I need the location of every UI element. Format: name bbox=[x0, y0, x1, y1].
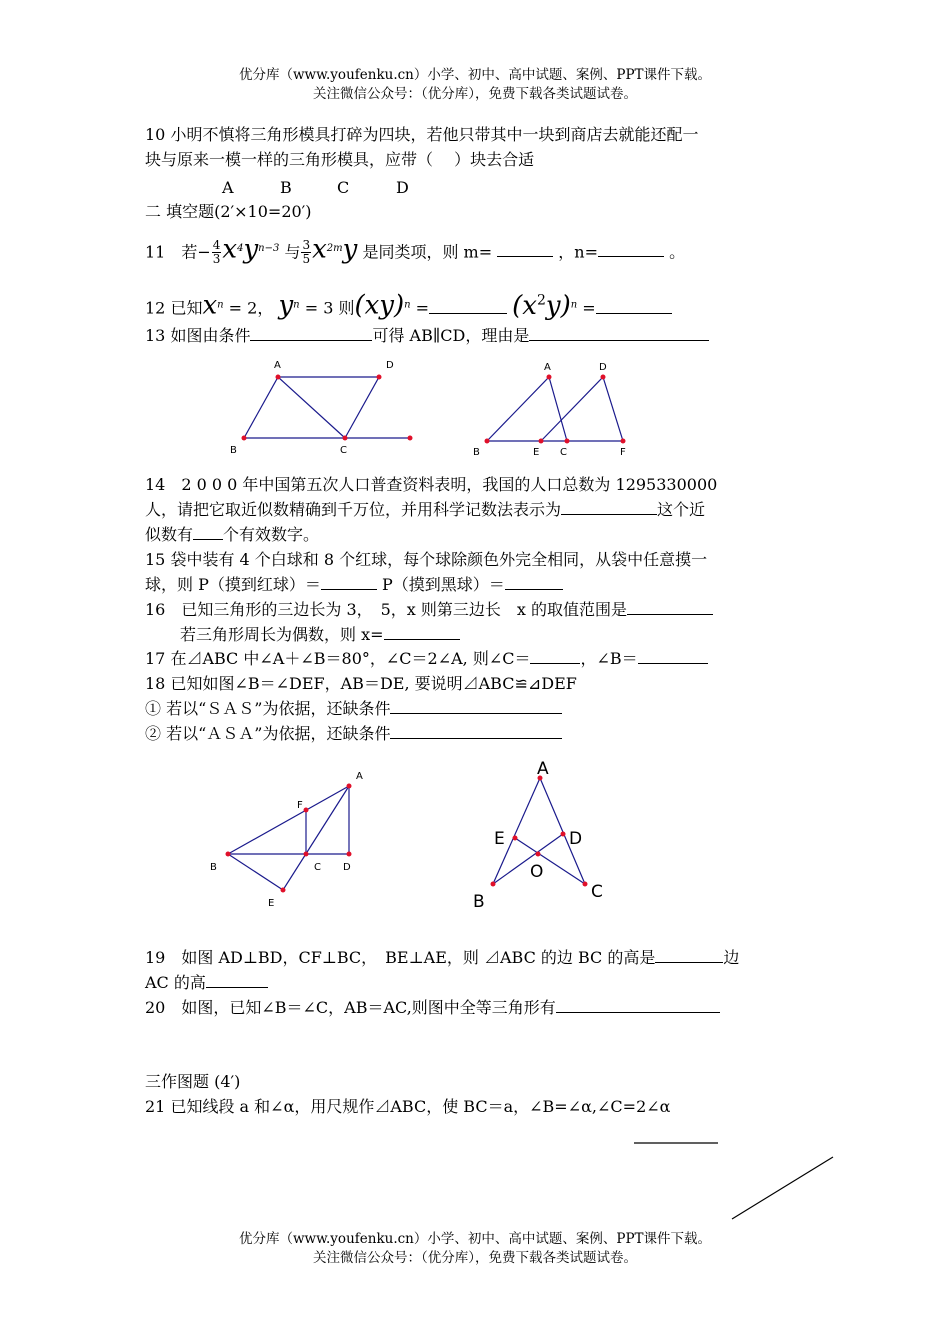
q13-fig2-label-d: D bbox=[599, 362, 607, 373]
q18-line-3-text: ② 若以“ＡＳＡ”为依据，还缺条件 bbox=[145, 724, 391, 743]
q19-fig-label-d: D bbox=[343, 862, 351, 873]
q13-fig2-label-e: E bbox=[533, 447, 540, 458]
q13-figure-1 bbox=[220, 355, 420, 460]
q13-fig1-label-a: A bbox=[274, 360, 281, 371]
q17-blank-b[interactable] bbox=[638, 648, 708, 664]
q20-blank[interactable] bbox=[556, 997, 720, 1013]
q12-eq3: = 3 则 bbox=[304, 298, 355, 318]
q10-option-d: D bbox=[396, 178, 409, 197]
q12-exp-n-3: n bbox=[404, 299, 411, 311]
q19-fig-label-e: E bbox=[268, 898, 275, 909]
q13-fig2-label-b: B bbox=[473, 447, 480, 458]
q21-figure bbox=[620, 1128, 850, 1228]
q20-fig-label-o: O bbox=[530, 862, 544, 882]
q19-line-1a: 19 如图 AD⊥BD，CF⊥BC， BE⊥AE，则 ⊿ABC 的边 BC 的高是 bbox=[145, 948, 656, 967]
q14-line-3 bbox=[145, 524, 319, 546]
q12-eq-2: = bbox=[582, 298, 596, 318]
q14-blank-digits[interactable] bbox=[193, 524, 223, 540]
q12-expr-x2y: $(x^2y)$ bbox=[512, 290, 571, 321]
q11-x-2: x bbox=[312, 234, 327, 265]
q20-fig-label-e: E bbox=[494, 829, 505, 849]
q13-fig1-label-c: C bbox=[340, 445, 347, 456]
q18-blank-asa[interactable] bbox=[390, 723, 562, 739]
q10-option-a: A bbox=[222, 178, 234, 197]
q11-exp-x2: 2m bbox=[326, 243, 343, 254]
q13-blank-reason[interactable] bbox=[529, 325, 709, 341]
q20-fig-label-d: D bbox=[569, 829, 583, 849]
q12-expr-xy: (xy) bbox=[354, 290, 405, 321]
q18-line-2-text: ① 若以“ＳＡＳ”为依据，还缺条件 bbox=[145, 699, 391, 718]
q13-blank-condition[interactable] bbox=[250, 325, 372, 341]
q18-line-2 bbox=[145, 698, 562, 720]
q20-text: 20 如图，已知∠B＝∠C，AB＝AC,则图中全等三角形有 bbox=[145, 998, 556, 1017]
q12-exp-n-2: n bbox=[293, 299, 300, 311]
q10-line-2: 块与原来一模一样的三角形模具，应带（ ）块去合适 bbox=[145, 150, 535, 169]
q19-blank-ac-height[interactable] bbox=[206, 972, 268, 988]
q12-x: x bbox=[202, 290, 218, 321]
q14-line-2b: 这个近 bbox=[657, 500, 706, 519]
q16-line-1 bbox=[145, 599, 713, 621]
q11-y-1: y bbox=[243, 234, 259, 265]
q12-blank-2[interactable] bbox=[596, 298, 672, 314]
q11-prefix: 11 若− bbox=[145, 242, 211, 262]
header-line-2: 关注微信公众号：（优分库），免费下载各类试题试卷。 bbox=[313, 86, 637, 102]
q11-fraction-1: $\frac{4}{3}$ bbox=[212, 238, 221, 267]
q17-text-1: 17 在⊿ABC 中∠A＋∠B＝80°，∠C＝2∠A, 则∠C＝ bbox=[145, 649, 531, 668]
q13-fig2-label-c: C bbox=[560, 447, 567, 458]
q12-blank-1[interactable] bbox=[429, 298, 507, 314]
q13 bbox=[145, 325, 709, 347]
q16-blank-x[interactable] bbox=[384, 624, 460, 640]
q16-line-2 bbox=[180, 624, 460, 646]
q11-blank-n[interactable] bbox=[598, 241, 664, 257]
q17-text-2: ，∠B＝ bbox=[580, 649, 638, 668]
q12 bbox=[145, 282, 672, 327]
q11 bbox=[145, 231, 685, 270]
q18-line-1: 18 已知如图∠B＝∠DEF，AB＝DE, 要说明⊿ABC≌⊿DEF bbox=[145, 674, 577, 693]
q11-with: 与 bbox=[284, 242, 301, 262]
q11-n-label: ，n= bbox=[558, 242, 599, 262]
q11-suffix: 是同类项，则 m= bbox=[362, 242, 493, 262]
q13-text-1: 13 如图由条件 bbox=[145, 326, 251, 345]
q13-fig2-label-f: F bbox=[620, 447, 626, 458]
q14-line-2a: 人，请把它取近似数精确到千万位，并用科学记数法表示为 bbox=[145, 500, 562, 519]
q13-fig1-label-b: B bbox=[230, 445, 237, 456]
q19-fig-label-c: C bbox=[314, 862, 321, 873]
q14-line-3a: 似数有 bbox=[145, 525, 194, 544]
q16-blank-range[interactable] bbox=[627, 599, 713, 615]
section-3-title: 三作图题 (4′) bbox=[145, 1072, 241, 1091]
q11-blank-m[interactable] bbox=[497, 241, 553, 257]
q20-fig-label-a: A bbox=[537, 759, 549, 779]
q21-text: 21 已知线段 a 和∠α，用尺规作⊿ABC，使 BC＝a，∠B=∠α,∠C=2∠α bbox=[145, 1097, 671, 1116]
q17-blank-c[interactable] bbox=[530, 648, 580, 664]
q11-end: 。 bbox=[669, 242, 686, 262]
q12-prefix: 12 已知 bbox=[145, 298, 203, 318]
q13-fig2-label-a: A bbox=[544, 362, 551, 373]
q10-option-c: C bbox=[337, 178, 350, 197]
q14-line-3b: 个有效数字。 bbox=[223, 525, 320, 544]
q14-blank-scientific[interactable] bbox=[561, 499, 657, 515]
q11-exp-x1: 4 bbox=[237, 243, 244, 254]
q15-blank-black[interactable] bbox=[505, 574, 563, 590]
q19-line-1b: 边 bbox=[723, 948, 740, 967]
q15-line-2b: P（摸到黑球）＝ bbox=[381, 575, 505, 594]
footer-line-2: 关注微信公众号：（优分库），免费下载各类试题试卷。 bbox=[313, 1250, 637, 1266]
q15-line-2a: 球，则 P（摸到红球）＝ bbox=[145, 575, 321, 594]
q19-blank-bc-height[interactable] bbox=[655, 947, 723, 963]
q13-text-2: 可得 AB∥CD，理由是 bbox=[372, 326, 530, 345]
q12-exp-n-1: n bbox=[217, 299, 224, 311]
angle-alpha-ray bbox=[732, 1157, 833, 1219]
q13-fig1-label-d: D bbox=[386, 360, 394, 371]
q11-fraction-2: $\frac{3}{5}$ bbox=[302, 238, 311, 267]
q15-line-2 bbox=[145, 574, 563, 596]
header-line-1: 优分库（www.youfenku.cn）小学、初中、高中试题、案例、PPT课件下载。 bbox=[238, 67, 712, 83]
q18-line-3 bbox=[145, 723, 562, 745]
q19-fig-label-a: A bbox=[356, 771, 363, 782]
q16-line-2-text: 若三角形周长为偶数，则 x= bbox=[180, 625, 384, 644]
q14-line-1: 14 2 0 0 0 年中国第五次人口普查资料表明，我国的人口总数为 1295330000 bbox=[145, 475, 718, 494]
q15-line-1: 15 袋中装有 4 个白球和 8 个红球，每个球除颜色外完全相同，从袋中任意摸一 bbox=[145, 550, 708, 569]
q14-line-2 bbox=[145, 499, 705, 521]
q19-figure bbox=[200, 762, 380, 912]
q20-fig-label-c: C bbox=[591, 882, 603, 902]
q20-figure bbox=[465, 755, 625, 915]
q19-line-2-text: AC 的高 bbox=[145, 973, 206, 992]
q11-exp-y1: n−3 bbox=[258, 243, 280, 254]
footer-line-1: 优分库（www.youfenku.cn）小学、初中、高中试题、案例、PPT课件下载。 bbox=[238, 1231, 712, 1247]
q19-fig-label-f: F bbox=[297, 800, 303, 811]
q12-eq-1: = bbox=[415, 298, 430, 318]
q20 bbox=[145, 997, 720, 1019]
q18-blank-sas[interactable] bbox=[390, 698, 562, 714]
q12-eq2: = 2， bbox=[228, 298, 274, 318]
q11-y-2: y bbox=[342, 234, 358, 265]
q12-y: y bbox=[278, 290, 294, 321]
q12-exp-n-4: n bbox=[570, 299, 578, 311]
q17 bbox=[145, 648, 708, 670]
q10-line-1: 10 小明不慎将三角形模具打碎为四块，若他只带其中一块到商店去就能还配一 bbox=[145, 125, 699, 144]
q15-blank-red[interactable] bbox=[321, 574, 377, 590]
q20-fig-label-b: B bbox=[473, 892, 485, 912]
q19-line-1 bbox=[145, 947, 739, 969]
q19-fig-label-b: B bbox=[210, 862, 217, 873]
section-2-title: 二 填空题(2′×10=20′) bbox=[145, 202, 312, 221]
q16-line-1-text: 16 已知三角形的三边长为 3， 5，x 则第三边长 x 的取值范围是 bbox=[145, 600, 628, 619]
q11-x-1: x bbox=[222, 234, 238, 265]
q19-line-2 bbox=[145, 972, 268, 994]
q13-figure-2 bbox=[465, 355, 645, 460]
q10-option-b: B bbox=[280, 178, 292, 197]
